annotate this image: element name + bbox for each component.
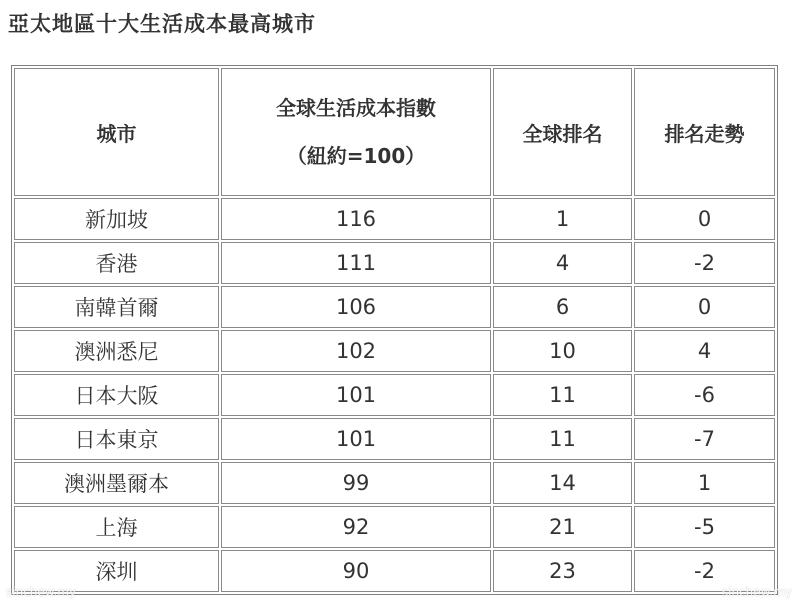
cell-index: 102: [221, 330, 491, 372]
header-trend: [634, 68, 775, 196]
cell-city: 香港: [14, 242, 219, 284]
table-container: [11, 65, 776, 595]
cell-trend: -6: [634, 374, 775, 416]
cell-index: 101: [221, 418, 491, 460]
cell-index: 99: [221, 462, 491, 504]
cell-rank: 11: [493, 374, 632, 416]
cell-index: 106: [221, 286, 491, 328]
table-row: [14, 550, 775, 592]
header-city: [14, 68, 219, 196]
cell-city: 日本東京: [14, 418, 219, 460]
cell-city: 上海: [14, 506, 219, 548]
cell-index: 101: [221, 374, 491, 416]
cell-city: 澳洲墨爾本: [14, 462, 219, 504]
table-row: [14, 330, 775, 372]
cell-index: 90: [221, 550, 491, 592]
header-index-note: （紐約=100）: [286, 144, 426, 168]
cell-index: 116: [221, 198, 491, 240]
cell-trend: -5: [634, 506, 775, 548]
header-rank-label: 全球排名: [522, 121, 603, 146]
table-row: [14, 286, 775, 328]
cell-index: 92: [221, 506, 491, 548]
cell-city: 日本大阪: [14, 374, 219, 416]
watermark-left: sinchew.my: [6, 585, 77, 599]
table-row: [14, 462, 775, 504]
header-city-label: 城市: [96, 121, 137, 146]
cell-rank: 14: [493, 462, 632, 504]
cell-trend: 0: [634, 286, 775, 328]
cell-rank: 21: [493, 506, 632, 548]
header-rank: [493, 68, 632, 196]
cell-rank: 10: [493, 330, 632, 372]
cell-city: 澳洲悉尼: [14, 330, 219, 372]
cell-city: 南韓首爾: [14, 286, 219, 328]
cell-rank: 4: [493, 242, 632, 284]
cell-city: 新加坡: [14, 198, 219, 240]
cell-trend: -2: [634, 550, 775, 592]
cell-city: 深圳: [14, 550, 219, 592]
cell-index: 111: [221, 242, 491, 284]
page-title: 亞太地區十大生活成本最高城市: [8, 12, 316, 36]
table-row: [14, 242, 775, 284]
table-row: [14, 198, 775, 240]
cell-trend: 0: [634, 198, 775, 240]
cell-rank: 1: [493, 198, 632, 240]
cell-trend: 4: [634, 330, 775, 372]
cell-trend: -2: [634, 242, 775, 284]
cell-rank: 11: [493, 418, 632, 460]
header-index: [221, 68, 491, 196]
cell-rank: 23: [493, 550, 632, 592]
cost-of-living-table: [11, 65, 778, 595]
cell-trend: -7: [634, 418, 775, 460]
table-header-row: [14, 68, 775, 196]
table-row: [14, 374, 775, 416]
table-row: [14, 418, 775, 460]
watermark-right: sinchew.my: [721, 585, 792, 599]
cell-rank: 6: [493, 286, 632, 328]
header-index-label: 全球生活成本指數: [276, 96, 436, 120]
header-trend-label: 排名走勢: [664, 121, 745, 146]
cell-trend: 1: [634, 462, 775, 504]
table-row: [14, 506, 775, 548]
